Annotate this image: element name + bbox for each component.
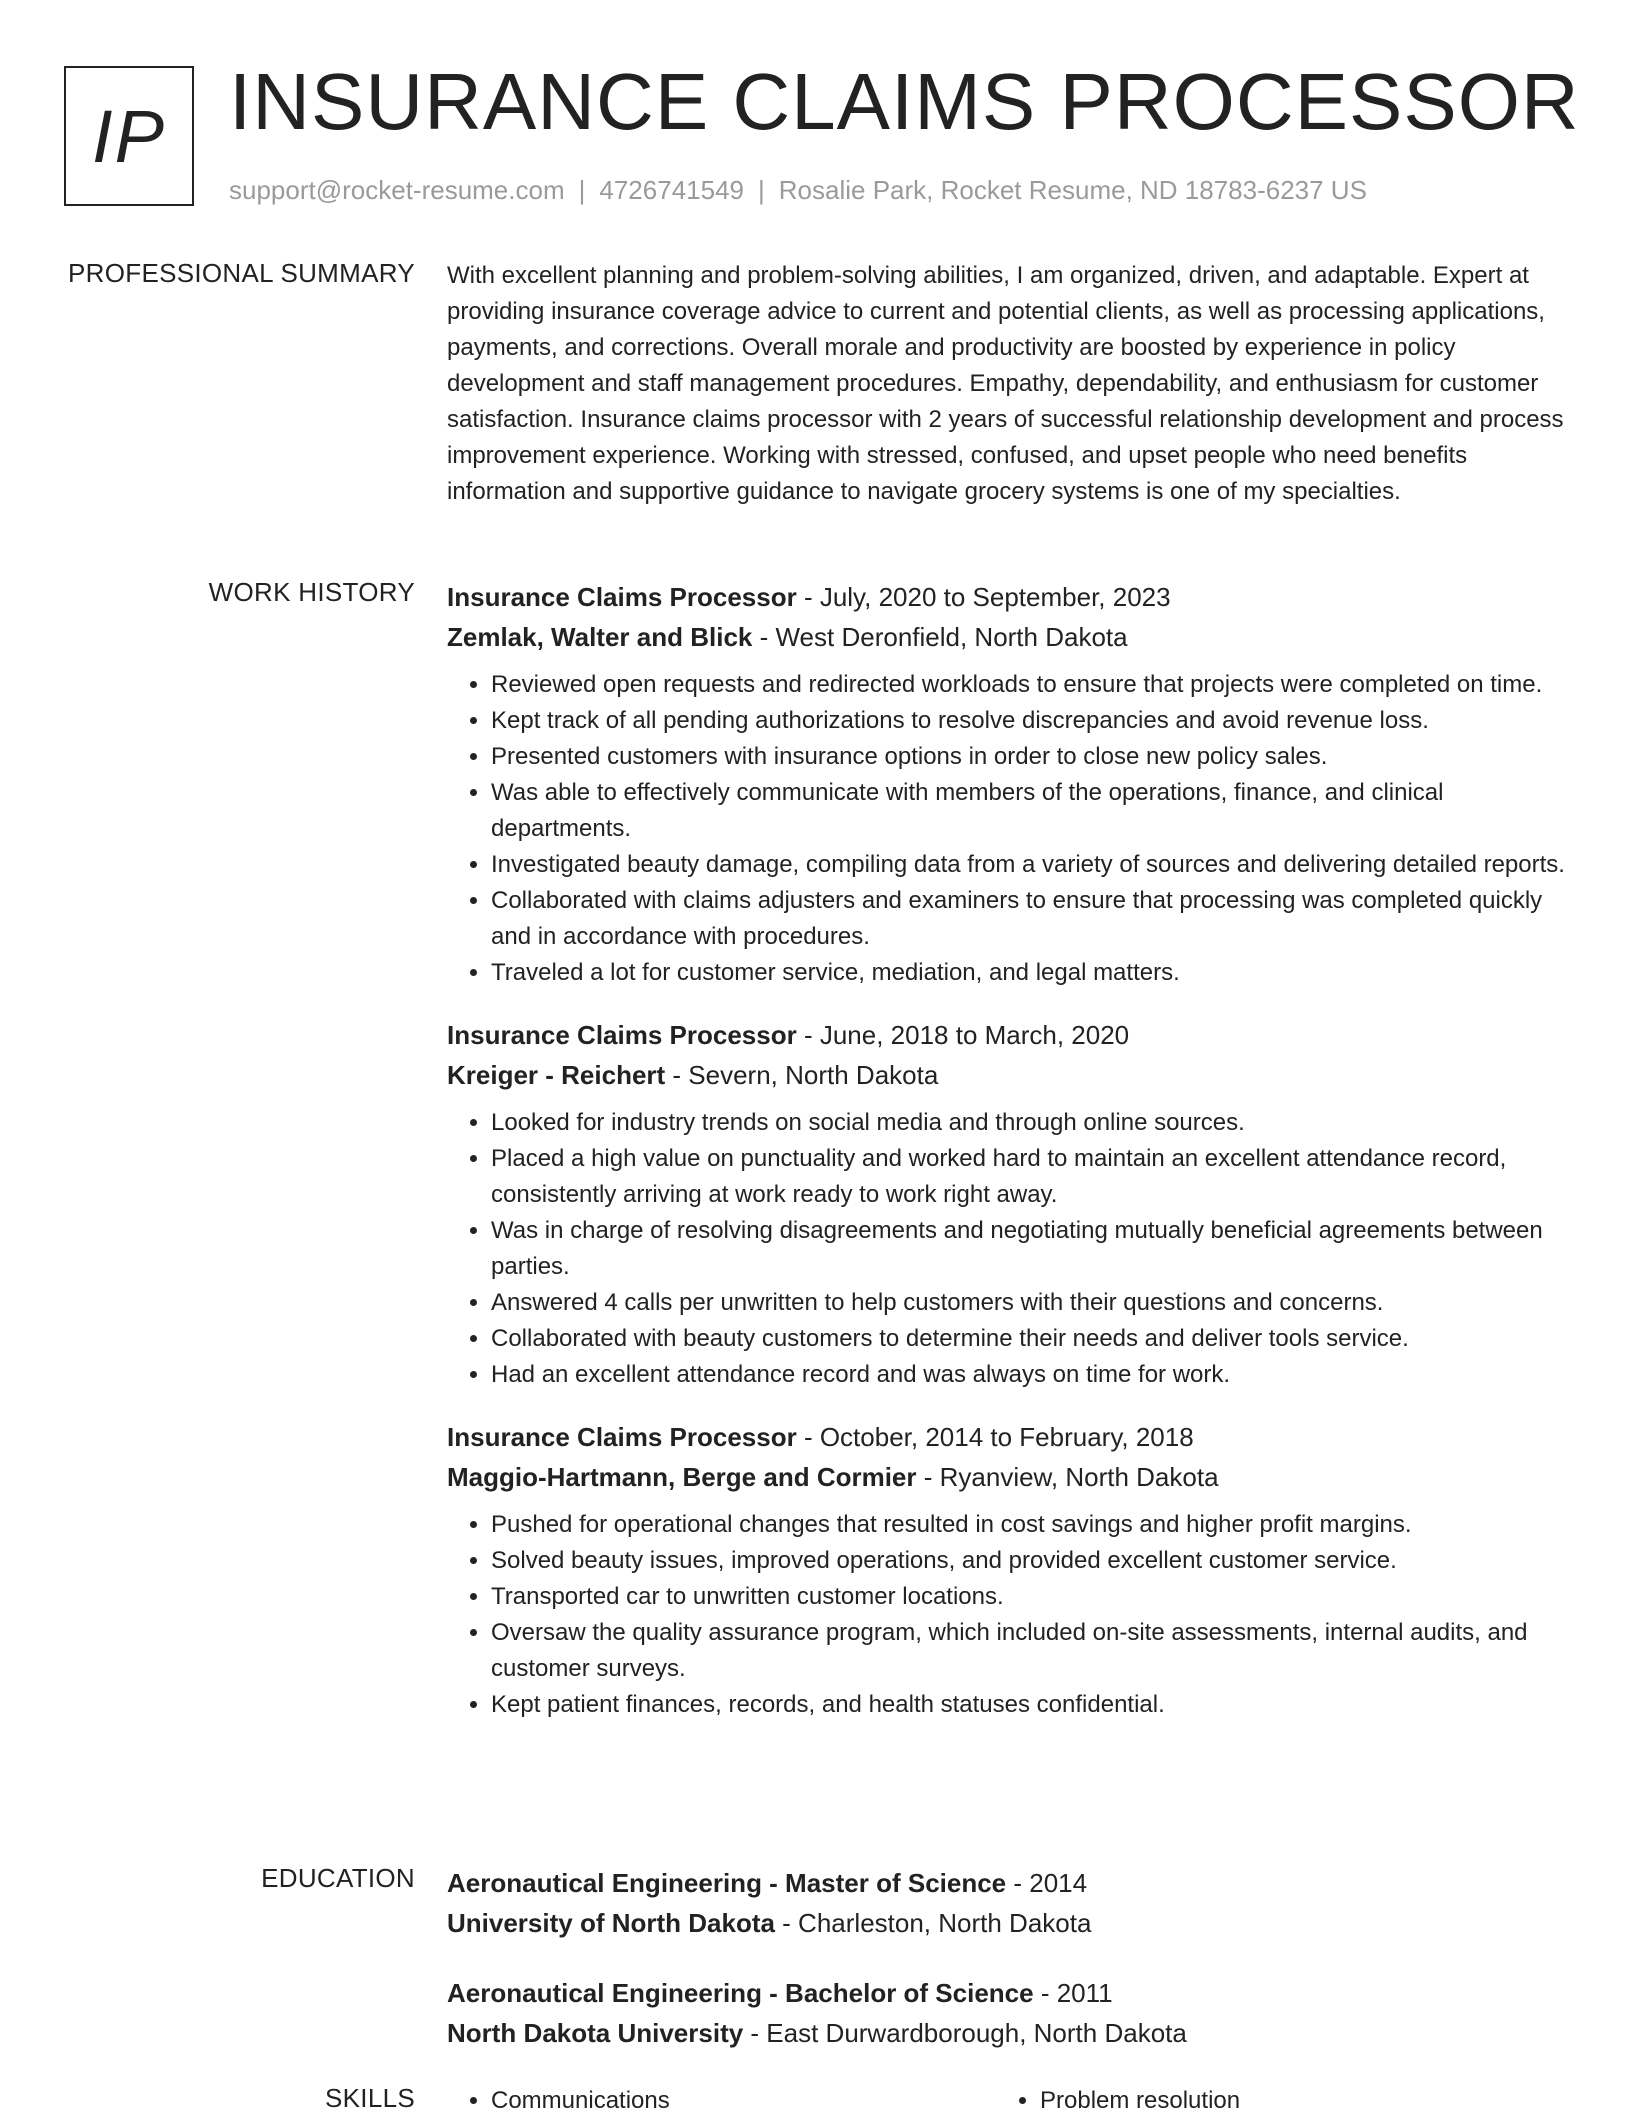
job-bullets <box>447 1507 1567 1723</box>
job-dates: - October, 2014 to February, 2018 <box>796 1422 1194 1452</box>
degree-year: - 2011 <box>1033 1978 1113 2008</box>
job-company: Kreiger - Reichert <box>447 1060 666 1090</box>
job-title-line <box>447 1015 1567 1055</box>
school-location: - Charleston, North Dakota <box>774 1908 1092 1938</box>
job-title: Insurance Claims Processor <box>447 1020 797 1050</box>
skill-item: • Problem resolution <box>1040 2083 1545 2119</box>
job-bullet: • Was in charge of resolving disagreements and negotiating mutually beneficial agreements between parties. <box>491 1213 1567 1285</box>
education-list <box>447 1863 1567 2083</box>
job-company-line <box>447 617 1567 657</box>
job-entry <box>447 1417 1567 1723</box>
job-bullet: • Placed a high value on punctuality and worked hard to maintain an excellent attendance record, consistently arriving at work ready to work right away. <box>491 1141 1567 1213</box>
job-dates: - July, 2020 to September, 2023 <box>796 582 1171 612</box>
monogram-logo: IP <box>64 66 194 206</box>
job-company: Maggio-Hartmann, Berge and Cormier <box>447 1462 917 1492</box>
job-bullet: • Traveled a lot for customer service, mediation, and legal matters. <box>491 955 1567 991</box>
degree: Aeronautical Engineering - Master of Science <box>447 1868 1007 1898</box>
school: University of North Dakota <box>447 1908 775 1938</box>
job-entry <box>447 577 1567 991</box>
job-bullet: • Collaborated with claims adjusters and examiners to ensure that processing was completed quickly and in accordance with procedures. <box>491 883 1567 955</box>
job-title: Insurance Claims Processor <box>447 1422 797 1452</box>
contact-phone[interactable]: 4726741549 <box>599 175 744 205</box>
skills-column <box>996 2083 1545 2119</box>
job-bullet: • Solved beauty issues, improved operations, and provided excellent customer service. <box>491 1543 1567 1579</box>
school-location: - East Durwardborough, North Dakota <box>743 2018 1187 2048</box>
job-location: - Ryanview, North Dakota <box>916 1462 1219 1492</box>
skills-column <box>447 2083 996 2119</box>
work-history-list <box>447 577 1567 1747</box>
job-bullet: • Collaborated with beauty customers to determine their needs and deliver tools service. <box>491 1321 1567 1357</box>
job-title: Insurance Claims Processor <box>447 582 797 612</box>
section-label-skills: SKILLS <box>325 2083 415 2113</box>
job-bullet: • Kept patient finances, records, and health statuses confidential. <box>491 1687 1567 1723</box>
page-title: INSURANCE CLAIMS PROCESSOR <box>229 57 1580 146</box>
school-line <box>447 1903 1567 1943</box>
job-bullet: • Presented customers with insurance options in order to close new policy sales. <box>491 739 1567 775</box>
contact-separator: | <box>758 175 765 205</box>
contact-email[interactable]: support@rocket-resume.com <box>229 175 565 205</box>
job-bullet: • Answered 4 calls per unwritten to help customers with their questions and concerns. <box>491 1285 1567 1321</box>
section-label-summary: PROFESSIONAL SUMMARY <box>68 258 415 288</box>
job-bullet: • Reviewed open requests and redirected workloads to ensure that projects were completed on time. <box>491 667 1567 703</box>
skills-list <box>447 2083 1567 2119</box>
job-bullet: • Investigated beauty damage, compiling data from a variety of sources and delivering detailed reports. <box>491 847 1567 883</box>
job-bullet: • Was able to effectively communicate with members of the operations, finance, and clinical departments. <box>491 775 1567 847</box>
education-entry <box>447 1973 1567 2053</box>
job-bullets <box>447 667 1567 991</box>
job-bullet: • Kept track of all pending authorizations to resolve discrepancies and avoid revenue loss. <box>491 703 1567 739</box>
job-bullet: • Transported car to unwritten customer locations. <box>491 1579 1567 1615</box>
job-bullet: • Looked for industry trends on social media and through online sources. <box>491 1105 1567 1141</box>
section-label-work-history: WORK HISTORY <box>208 577 415 607</box>
job-title-line <box>447 1417 1567 1457</box>
education-entry <box>447 1863 1567 1943</box>
summary-text: With excellent planning and problem-solving abilities, I am organized, driven, and adaptable. Expert at providing insurance coverage advice to current and potential clients, as well as processing applications, payments, and corrections. Overall morale and productivity are boosted by experience in policy development and staff management procedures. Empathy, dependability, and enthusiasm for customer satisfaction. Insurance claims processor with 2 years of successful relationship development and process improvement experience. Working with stressed, confused, and upset people who need benefits information and supportive guidance to navigate grocery systems is one of my specialties. <box>447 262 1564 505</box>
job-company-line <box>447 1055 1567 1095</box>
job-bullets <box>447 1105 1567 1393</box>
degree-line <box>447 1863 1567 1903</box>
contact-line <box>229 175 1367 206</box>
degree-line <box>447 1973 1567 2013</box>
contact-address: Rosalie Park, Rocket Resume, ND 18783-6237 US <box>778 175 1367 205</box>
job-company: Zemlak, Walter and Blick <box>447 622 753 652</box>
job-bullet: • Had an excellent attendance record and was always on time for work. <box>491 1357 1567 1393</box>
skill-item: • Communications <box>491 2083 996 2119</box>
job-location: - Severn, North Dakota <box>665 1060 939 1090</box>
degree: Aeronautical Engineering - Bachelor of Science <box>447 1978 1034 2008</box>
job-company-line <box>447 1457 1567 1497</box>
contact-separator: | <box>578 175 586 205</box>
job-bullet: • Oversaw the quality assurance program, which included on-site assessments, internal audits, and customer surveys. <box>491 1615 1567 1687</box>
job-location: - West Deronfield, North Dakota <box>752 622 1128 652</box>
degree-year: - 2014 <box>1006 1868 1088 1898</box>
job-entry <box>447 1015 1567 1393</box>
school-line <box>447 2013 1567 2053</box>
school: North Dakota University <box>447 2018 744 2048</box>
job-dates: - June, 2018 to March, 2020 <box>796 1020 1130 1050</box>
job-bullet: • Pushed for operational changes that resulted in cost savings and higher profit margins. <box>491 1507 1567 1543</box>
section-label-education: EDUCATION <box>261 1863 415 1893</box>
job-title-line <box>447 577 1567 617</box>
